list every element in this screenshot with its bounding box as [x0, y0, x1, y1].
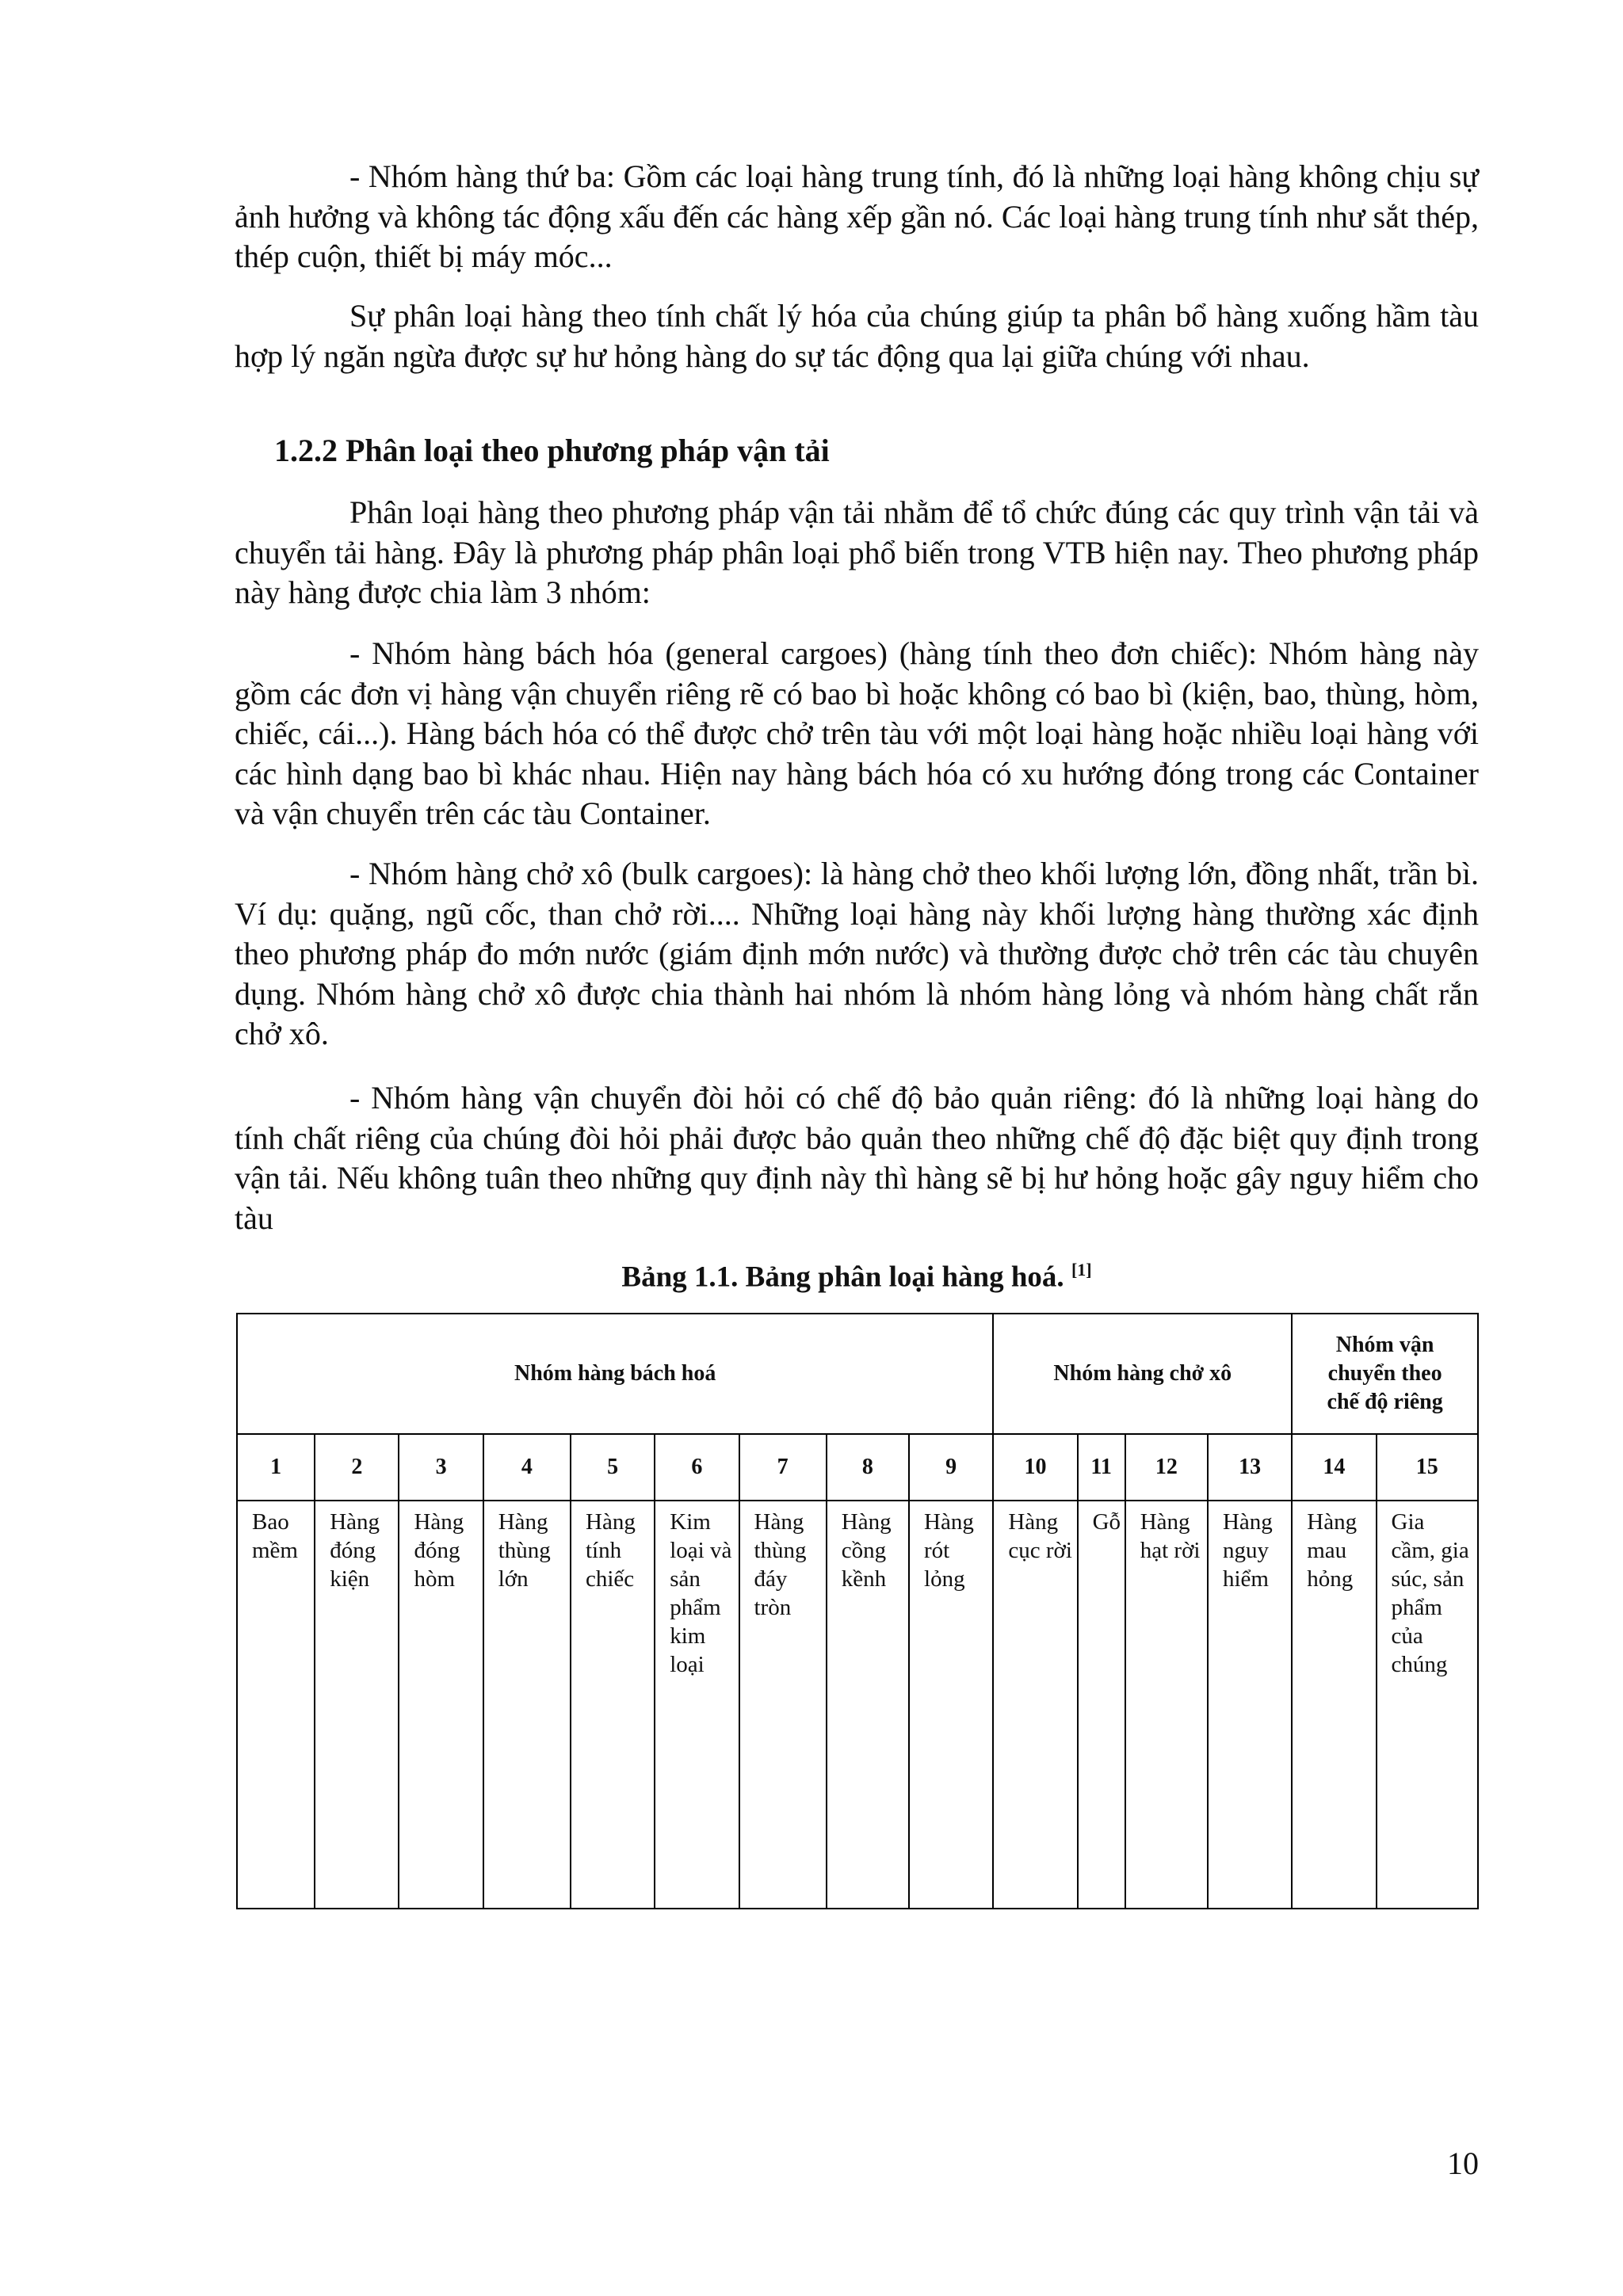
cargo-type-cell: Hàng thùng lớn: [483, 1501, 571, 1909]
column-number: 1: [237, 1434, 315, 1501]
column-number: 15: [1377, 1434, 1479, 1501]
cargo-type-cell: Hàng rót lỏng: [909, 1501, 993, 1909]
cargo-type-cell: Hàng mau hỏng: [1292, 1501, 1376, 1909]
column-number: 14: [1292, 1434, 1376, 1501]
column-number: 4: [483, 1434, 571, 1501]
table-caption-text: Bảng 1.1. Bảng phân loại hàng hoá.: [621, 1261, 1064, 1294]
cargo-type-cell: Hàng hạt rời: [1125, 1501, 1208, 1909]
page-number: 10: [1447, 2145, 1479, 2181]
column-number: 9: [909, 1434, 993, 1501]
column-number: 8: [827, 1434, 909, 1501]
table-group-header-row: [237, 1314, 1478, 1434]
paragraph-special-cargo: - Nhóm hàng vận chuyển đòi hỏi có chế độ bảo quản riêng: đó là những loại hàng do tính chất riêng của chúng đòi hỏi phải được bảo quản theo những chế độ đặc biệt quy định trong vận tải. Nếu không tuân theo những quy định này thì hàng sẽ bị hư hỏng hoặc gây nguy hiểm cho tàu: [235, 1080, 1479, 1236]
cargo-type-cell: Hàng cồng kềnh: [827, 1501, 909, 1909]
cargo-type-cell: Hàng nguy hiểm: [1208, 1501, 1292, 1909]
cargo-type-cell: Hàng tính chiếc: [571, 1501, 655, 1909]
cargo-type-cell: Gia cầm, gia súc, sản phẩm của chúng: [1377, 1501, 1479, 1909]
column-number: 11: [1078, 1434, 1125, 1501]
column-number: 13: [1208, 1434, 1292, 1501]
table-item-row: [237, 1501, 1478, 1909]
column-number: 6: [655, 1434, 739, 1501]
column-number: 7: [739, 1434, 827, 1501]
cargo-type-cell: Hàng đóng kiện: [315, 1501, 399, 1909]
paragraph-transport-method: Phân loại hàng theo phương pháp vận tải nhằm để tổ chức đúng các quy trình vận tải và chuyển tải hàng. Đây là phương pháp phân loại phổ biến trong VTB hiện nay. Theo phương pháp này hàng được chia làm 3 nhóm:: [235, 494, 1479, 610]
column-number: 3: [399, 1434, 483, 1501]
paragraph-neutral-cargo: - Nhóm hàng thứ ba: Gồm các loại hàng trung tính, đó là những loại hàng không chịu sự ảnh hưởng và không tác động xấu đến các hàng xếp gần nó. Các loại hàng trung tính như sắt thép, thép cuộn, thiết bị máy móc...: [235, 158, 1479, 274]
paragraph-bulk-cargo: - Nhóm hàng chở xô (bulk cargoes): là hàng chở theo khối lượng lớn, đồng nhất, trần bì. Ví dụ: quặng, ngũ cốc, than chở rời.... Những loại hàng này khối lượng hàng thường xác định theo phương pháp đo mớn nước (giám định mớn nước) và thường được chở trên các tàu chuyên dụng. Nhóm hàng chở xô được chia thành hai nhóm là nhóm hàng lỏng và nhóm hàng chất rắn chở xô.: [235, 856, 1479, 1051]
column-number: 10: [993, 1434, 1077, 1501]
cargo-type-cell: Hàng đóng hòm: [399, 1501, 483, 1909]
table-caption-reference: [1]: [1071, 1260, 1092, 1280]
group-bulk-cargo: Nhóm hàng chở xô: [993, 1314, 1292, 1434]
cargo-classification-table: [236, 1313, 1479, 1909]
group-general-cargo: Nhóm hàng bách hoá: [237, 1314, 993, 1434]
column-number: 2: [315, 1434, 399, 1501]
cargo-type-cell: Hàng cục rời: [993, 1501, 1077, 1909]
table-number-row: [237, 1434, 1478, 1501]
paragraph-classification-benefit: Sự phân loại hàng theo tính chất lý hóa của chúng giúp ta phân bổ hàng xuống hầm tàu hợp lý ngăn ngừa được sự hư hỏng hàng do sự tác động qua lại giữa chúng với nhau.: [235, 298, 1479, 374]
paragraph-general-cargo: - Nhóm hàng bách hóa (general cargoes) (hàng tính theo đơn chiếc): Nhóm hàng này gồm các đơn vị hàng vận chuyển riêng rẽ có bao bì hoặc không có bao bì (kiện, bao, thùng, hòm, chiếc, cái...). Hàng bách hóa có thể được chở trên tàu với một loại hàng hoặc nhiều loại hàng với các hình dạng bao bì khác nhau. Hiện nay hàng bách hóa có xu hướng đóng trong các Container và vận chuyển trên các tàu Container.: [235, 635, 1479, 831]
group-special-cargo: Nhóm vận chuyển theo chế độ riêng: [1292, 1314, 1478, 1434]
section-heading: 1.2.2 Phân loại theo phương pháp vận tải: [274, 433, 830, 468]
column-number: 5: [571, 1434, 655, 1501]
column-number: 12: [1125, 1434, 1208, 1501]
cargo-type-cell: Gỗ: [1078, 1501, 1125, 1909]
cargo-type-cell: Hàng thùng đáy tròn: [739, 1501, 827, 1909]
cargo-type-cell: Bao mềm: [237, 1501, 315, 1909]
cargo-type-cell: Kim loại và sản phẩm kim loại: [655, 1501, 739, 1909]
table-caption: [235, 1250, 1479, 1297]
